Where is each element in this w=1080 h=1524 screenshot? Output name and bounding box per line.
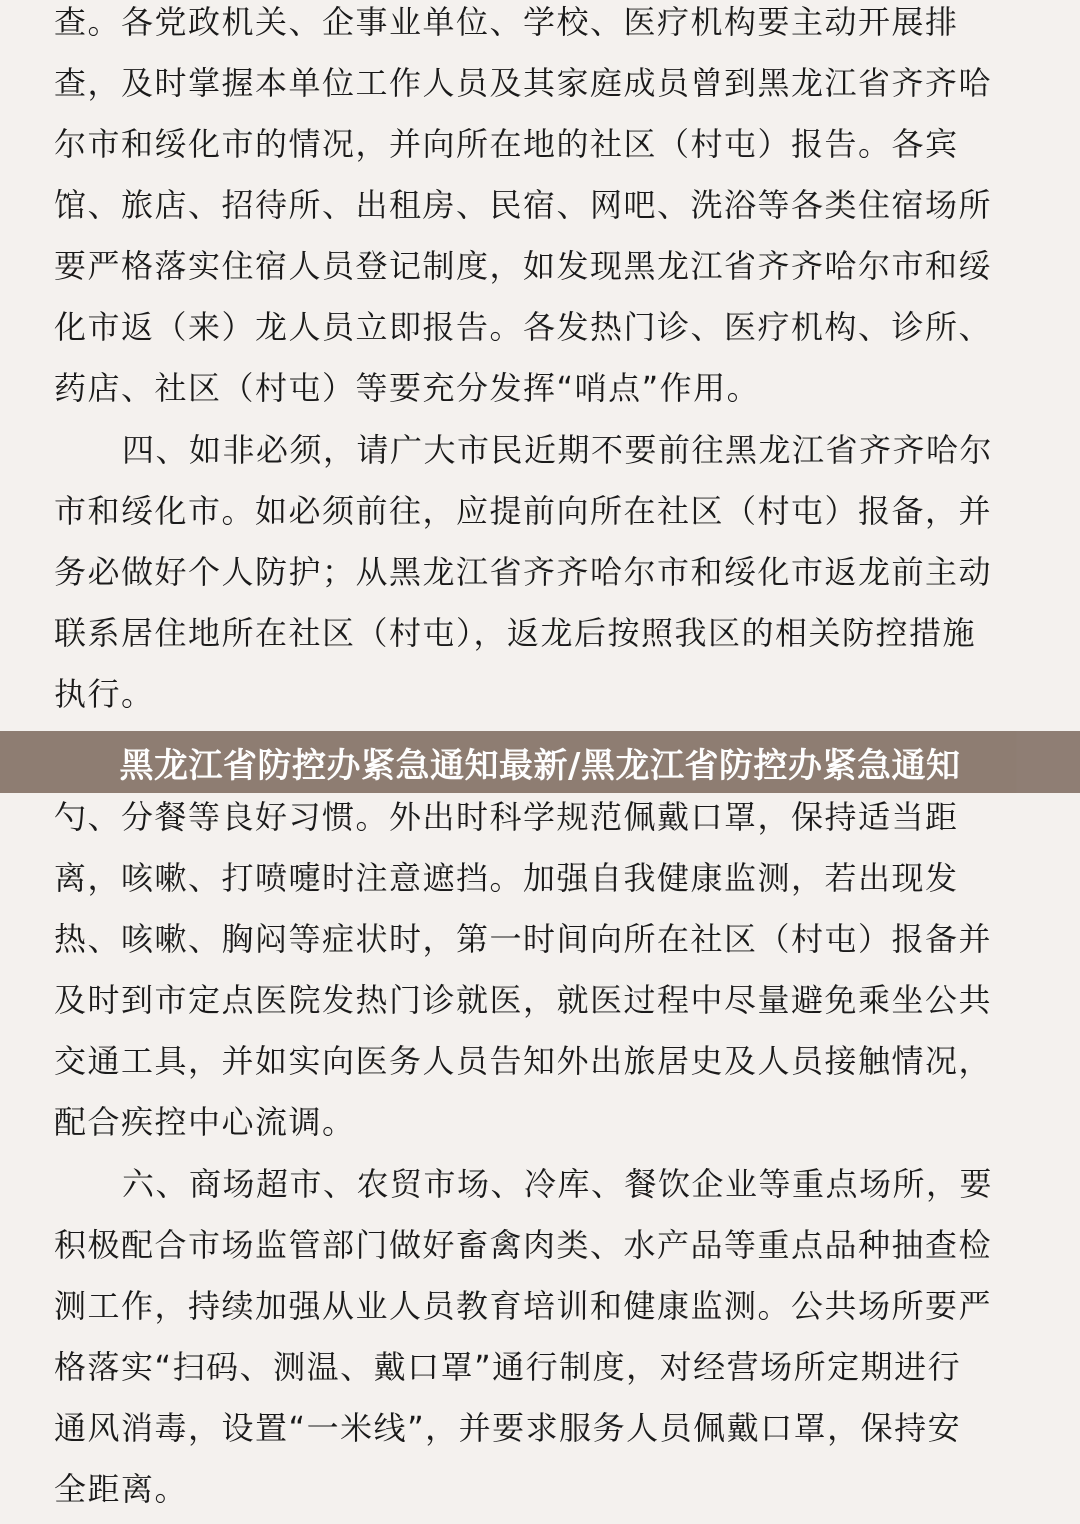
document-line: 要严格落实住宿人员登记制度，如发现黑龙江省齐齐哈尔市和绥 <box>54 247 993 285</box>
document-line: 积极配合市场监管部门做好畜禽肉类、水产品等重点品种抽查检 <box>54 1226 993 1264</box>
document-line: 执行。 <box>54 675 155 713</box>
document-line: 六、商场超市、农贸市场、冷库、餐饮企业等重点场所，要 <box>122 1165 994 1203</box>
document-line: 查，及时掌握本单位工作人员及其家庭成员曾到黑龙江省齐齐哈 <box>54 64 993 102</box>
title-banner <box>0 731 1080 793</box>
document-line: 及时到市定点医院发热门诊就医，就医过程中尽量避免乘坐公共 <box>54 981 993 1019</box>
document-line: 药店、社区（村屯）等要充分发挥“哨点”作用。 <box>54 369 761 407</box>
document-line: 化市返（来）龙人员立即报告。各发热门诊、医疗机构、诊所、 <box>54 308 993 346</box>
document-line: 测工作，持续加强从业人员教育培训和健康监测。公共场所要严 <box>54 1287 993 1325</box>
document-line: 务必做好个人防护；从黑龙江省齐齐哈尔市和绥化市返龙前主动 <box>54 553 993 591</box>
document-line: 热、咳嗽、胸闷等症状时，第一时间向所在社区（村屯）报备并 <box>54 920 993 958</box>
banner-title: 黑龙江省防控办紧急通知最新/黑龙江省防控办紧急通知 <box>119 745 961 786</box>
document-line: 勺、分餐等良好习惯。外出时科学规范佩戴口罩，保持适当距 <box>54 798 959 836</box>
document-line: 四、如非必须，请广大市民近期不要前往黑龙江省齐齐哈尔 <box>122 431 994 469</box>
document-line: 市和绥化市。如必须前往，应提前向所在社区（村屯）报备，并 <box>54 492 993 530</box>
document-line: 通风消毒，设置“一米线”，并要求服务人员佩戴口罩，保持安 <box>54 1409 962 1447</box>
document-line: 全距离。 <box>54 1470 189 1508</box>
document-line: 查。各党政机关、企事业单位、学校、医疗机构要主动开展排 <box>54 3 959 41</box>
document-line: 联系居住地所在社区（村屯），返龙后按照我区的相关防控措施 <box>54 614 977 652</box>
document-line: 尔市和绥化市的情况，并向所在地的社区（村屯）报告。各宾 <box>54 125 959 163</box>
document-line: 离，咳嗽、打喷嚏时注意遮挡。加强自我健康监测，若出现发 <box>54 859 959 897</box>
document-line: 格落实“扫码、测温、戴口罩”通行制度，对经营场所定期进行 <box>54 1348 962 1386</box>
document-line: 交通工具，并如实向医务人员告知外出旅居史及人员接触情况， <box>54 1042 993 1080</box>
document-line: 配合疾控中心流调。 <box>54 1103 356 1141</box>
document-line: 馆、旅店、招待所、出租房、民宿、网吧、洗浴等各类住宿场所 <box>54 186 993 224</box>
